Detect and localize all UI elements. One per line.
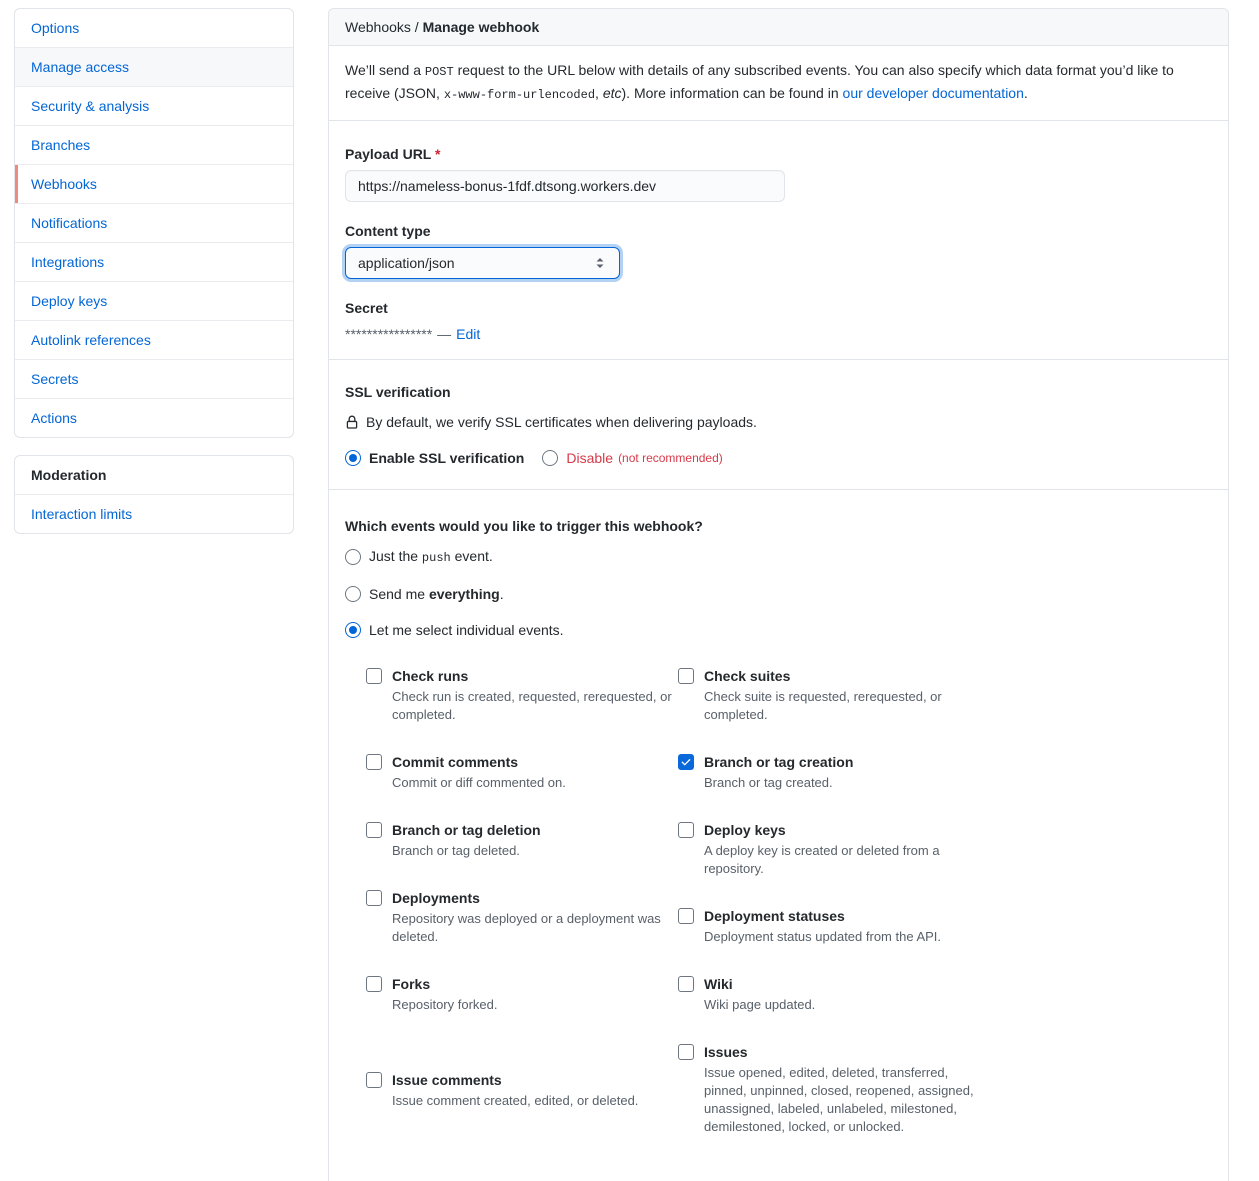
secret-masked-value: ****************: [345, 326, 433, 342]
etc-italic: etc: [602, 85, 622, 101]
sidebar-item-deploy-keys[interactable]: Deploy keys: [15, 281, 293, 320]
event-desc: Branch or tag created.: [704, 775, 833, 790]
sidebar-item-webhooks[interactable]: Webhooks: [15, 164, 293, 203]
post-code: POST: [424, 65, 454, 79]
breadcrumb: [329, 9, 1228, 46]
event-desc: Repository forked.: [392, 997, 498, 1012]
events-checkbox-grid: [366, 667, 1212, 1165]
sidebar-item-branches[interactable]: Branches: [15, 125, 293, 164]
sidebar-item-secrets[interactable]: Secrets: [15, 359, 293, 398]
page-title: Manage webhook: [422, 19, 540, 35]
just-push-radio[interactable]: [345, 549, 361, 565]
webhook-form-fields: [329, 121, 1228, 360]
event-desc: Issue opened, edited, deleted, transferred, pinned, unpinned, closed, reopened, assigned, unassigned, labeled, unlabeled, milestoned, demilestoned, locked, or unlocked.: [704, 1065, 974, 1134]
forks-checkbox[interactable]: [366, 976, 382, 992]
ssl-radio-group: [345, 449, 1212, 467]
wiki-checkbox[interactable]: [678, 976, 694, 992]
moderation-header: Moderation: [31, 467, 107, 483]
intro-fragment: ,: [595, 85, 603, 101]
deployment-statuses-checkbox[interactable]: [678, 908, 694, 924]
events-column-right: [678, 667, 990, 1165]
event-item-deployment-statuses: [678, 907, 990, 946]
issues-checkbox[interactable]: [678, 1044, 694, 1060]
event-desc: A deploy key is created or deleted from a repository.: [704, 843, 940, 876]
event-title: Check suites: [704, 668, 791, 684]
event-title: Commit comments: [392, 754, 519, 770]
disable-ssl-note: (not recommended): [618, 451, 723, 465]
events-question: Which events would you like to trigger this webhook?: [345, 518, 703, 534]
events-section: [329, 490, 1228, 1181]
enable-ssl-option: [345, 449, 524, 467]
intro-fragment: .: [1023, 85, 1028, 101]
sidebar-item-notifications[interactable]: Notifications: [15, 203, 293, 242]
events-column-left: [366, 667, 678, 1165]
commit-comments-checkbox[interactable]: [366, 754, 382, 770]
branch-tag-creation-checkbox[interactable]: [678, 754, 694, 770]
event-item-deployments: [366, 889, 678, 946]
required-asterisk: *: [435, 146, 441, 162]
developer-documentation-link[interactable]: our developer documentation: [842, 85, 1024, 101]
event-desc: Wiki page updated.: [704, 997, 816, 1012]
intro-fragment: We’ll send a: [345, 62, 425, 78]
sidebar-item-interaction-limits[interactable]: Interaction limits: [15, 494, 293, 533]
event-desc: Branch or tag deleted.: [392, 843, 520, 858]
breadcrumb-webhooks-link[interactable]: Webhooks: [345, 19, 411, 35]
content-type-select[interactable]: [345, 247, 620, 279]
event-item-check-suites: [678, 667, 990, 724]
event-title: Branch or tag deletion: [392, 822, 541, 838]
send-everything-label: Send me everything.: [369, 586, 504, 602]
enable-ssl-radio[interactable]: [345, 450, 361, 466]
issue-comments-checkbox[interactable]: [366, 1072, 382, 1088]
event-item-deploy-keys: [678, 821, 990, 878]
check-suites-checkbox[interactable]: [678, 668, 694, 684]
secret-separator: —: [437, 326, 452, 342]
payload-url-label: [345, 145, 1212, 163]
select-individual-radio[interactable]: [345, 622, 361, 638]
event-title: Forks: [392, 976, 431, 992]
event-desc: Deployment status updated from the API.: [704, 929, 942, 944]
disable-ssl-option: [542, 449, 722, 467]
event-item-wiki: [678, 975, 990, 1014]
event-item-branch-or-tag-creation: [678, 753, 990, 792]
disable-ssl-radio[interactable]: [542, 450, 558, 466]
sidebar-item-security-analysis[interactable]: Security & analysis: [15, 86, 293, 125]
intro-fragment: request to the URL below with details of any subscribed events. You can also specify which data format you’d like to receive (JSON,: [345, 62, 1174, 101]
event-title: Deployments: [392, 890, 480, 906]
moderation-nav: [14, 455, 294, 534]
content-type-label: Content type: [345, 223, 431, 239]
event-desc: Repository was deployed or a deployment was deleted.: [392, 911, 661, 944]
event-title: Issues: [704, 1044, 748, 1060]
urlencoded-code: x-www-form-urlencoded: [443, 88, 596, 102]
just-push-option: [345, 547, 1212, 567]
just-push-label: Just the push event.: [369, 548, 493, 565]
event-item-commit-comments: [366, 753, 678, 792]
lock-icon: [345, 415, 359, 430]
event-item-issues: [678, 1043, 990, 1136]
secret-label: Secret: [345, 300, 388, 316]
manage-webhook-panel: [328, 8, 1229, 1181]
event-title: Wiki: [704, 976, 733, 992]
disable-ssl-label: Disable: [566, 450, 614, 466]
event-title: Deployment statuses: [704, 908, 845, 924]
event-desc: Issue comment created, edited, or deleted.: [392, 1093, 639, 1108]
branch-tag-deletion-checkbox[interactable]: [366, 822, 382, 838]
send-everything-radio[interactable]: [345, 586, 361, 602]
ssl-section-title: SSL verification: [345, 384, 451, 400]
sidebar-item-options[interactable]: Options: [31, 20, 80, 36]
intro-fragment: ). More information can be found in: [621, 85, 843, 101]
select-updown-icon: [593, 256, 607, 270]
event-item-check-runs: [366, 667, 678, 724]
payload-url-label-text: Payload URL: [345, 146, 432, 162]
content-type-selected-value: application/json: [358, 255, 455, 271]
secret-edit-link[interactable]: Edit: [456, 326, 481, 342]
push-code: push: [421, 551, 451, 565]
breadcrumb-separator: /: [410, 19, 423, 35]
sidebar-item-actions[interactable]: Actions: [15, 398, 293, 437]
event-title: Check runs: [392, 668, 469, 684]
event-item-forks: [366, 975, 678, 1014]
event-desc: Check suite is requested, rerequested, or completed.: [704, 689, 942, 722]
settings-nav: [14, 8, 294, 438]
event-item-branch-or-tag-deletion: [366, 821, 678, 860]
event-title: Branch or tag creation: [704, 754, 854, 770]
event-desc: Commit or diff commented on.: [392, 775, 566, 790]
select-individual-label: Let me select individual events.: [369, 622, 564, 638]
secret-value-line: [345, 325, 1212, 343]
ssl-note-text: By default, we verify SSL certificates when delivering payloads.: [366, 414, 757, 430]
settings-sidebar: [14, 8, 294, 534]
deploy-keys-checkbox[interactable]: [678, 822, 694, 838]
sidebar-item-manage-access[interactable]: Manage access: [15, 47, 293, 86]
send-everything-option: [345, 585, 1212, 603]
check-runs-checkbox[interactable]: [366, 668, 382, 684]
event-desc: Check run is created, requested, rerequested, or completed.: [392, 689, 672, 722]
enable-ssl-label: Enable SSL verification: [369, 450, 525, 466]
ssl-verification-section: [329, 360, 1228, 490]
ssl-note-line: [345, 413, 1212, 431]
event-title: Issue comments: [392, 1072, 502, 1088]
event-title: Deploy keys: [704, 822, 786, 838]
sidebar-item-integrations[interactable]: Integrations: [15, 242, 293, 281]
event-item-issue-comments: [366, 1071, 678, 1110]
deployments-checkbox[interactable]: [366, 890, 382, 906]
select-individual-option: [345, 621, 1212, 639]
sidebar-item-autolink-references[interactable]: Autolink references: [15, 320, 293, 359]
intro-text: [329, 46, 1228, 121]
payload-url-input[interactable]: [345, 170, 785, 202]
